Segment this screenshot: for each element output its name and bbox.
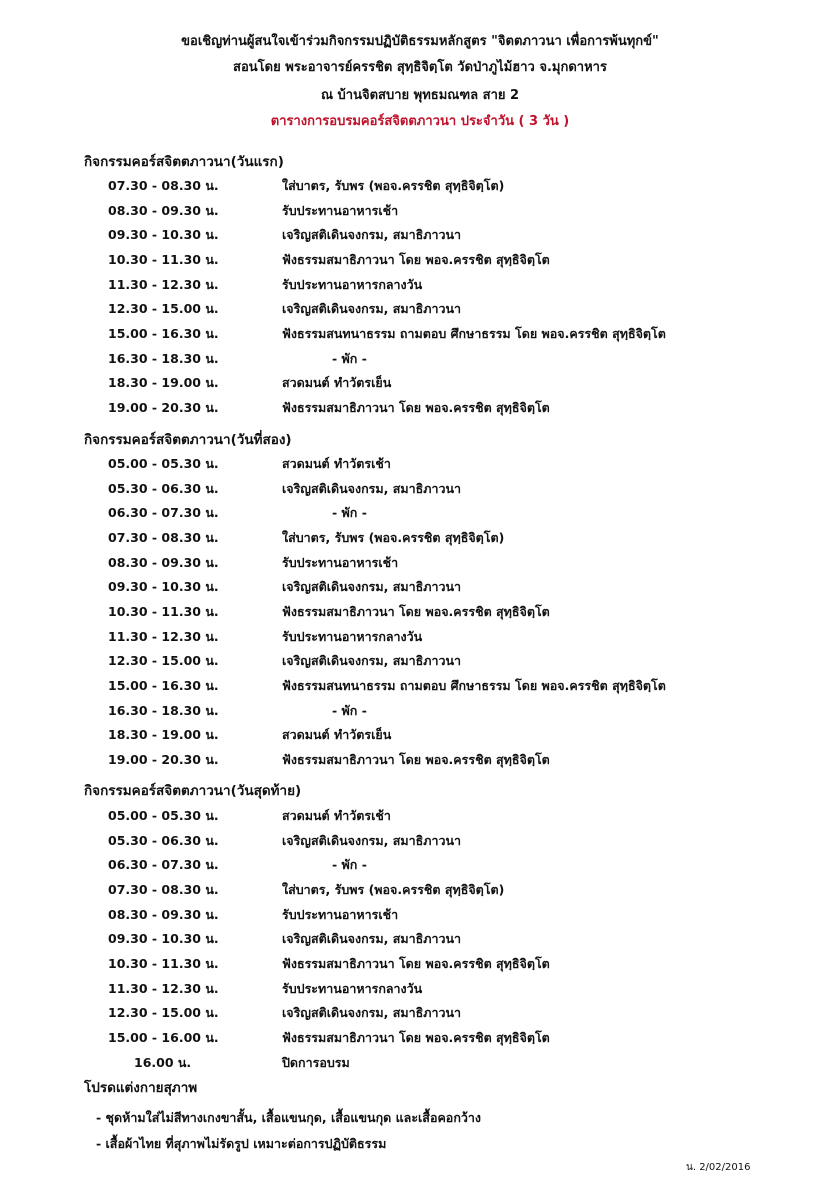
activity: สวดมนต์ ทำวัตรเย็น [282, 727, 392, 742]
schedule-row [0, 349, 828, 373]
activity: รับประทานอาหารกลางวัน [282, 629, 423, 644]
activity: ปิดการอบรม [282, 1055, 350, 1070]
time: 05.30 - 06.30 น. [108, 833, 219, 848]
schedule-row [0, 1003, 828, 1027]
schedule-row [0, 176, 828, 200]
activity: รับประทานอาหารกลางวัน [282, 981, 423, 996]
schedule-row [0, 324, 828, 348]
day-title: กิจกรรมคอร์สจิตตภาวนา(วันที่สอง) [84, 432, 292, 448]
time: 10.30 - 11.30 น. [108, 956, 219, 971]
time: 09.30 - 10.30 น. [108, 227, 219, 242]
schedule-row [0, 1053, 828, 1077]
time: 08.30 - 09.30 น. [108, 555, 219, 570]
time: 11.30 - 12.30 น. [108, 277, 219, 292]
activity: ฟังธรรมสมาธิภาวนา โดย พอจ.ครรชิต สุทฺธิจิตฺโต [282, 604, 550, 619]
activity: ฟังธรรมสมาธิภาวนา โดย พอจ.ครรชิต สุทฺธิจิตฺโต [282, 252, 550, 267]
activity: เจริญสติเดินจงกรม, สมาธิภาวนา [282, 481, 462, 496]
schedule-row [0, 225, 828, 249]
footer-note: น. 2/02/2016 [686, 1162, 751, 1173]
schedule-row [0, 201, 828, 225]
time: 12.30 - 15.00 น. [108, 1005, 219, 1020]
activity: ใส่บาตร, รับพร (พอจ.ครรชิต สุทฺธิจิตฺโต) [282, 178, 505, 193]
activity: ฟังธรรมสมาธิภาวนา โดย พอจ.ครรชิต สุทฺธิจิตฺโต [282, 956, 550, 971]
time: 15.00 - 16.30 น. [108, 678, 219, 693]
schedule-row [0, 627, 828, 651]
time: 12.30 - 15.00 น. [108, 301, 219, 316]
activity: สวดมนต์ ทำวัตรเช้า [282, 456, 391, 471]
time: 05.30 - 06.30 น. [108, 481, 219, 496]
time: 07.30 - 08.30 น. [108, 178, 219, 193]
time: 16.30 - 18.30 น. [108, 703, 219, 718]
activity: สวดมนต์ ทำวัตรเย็น [282, 375, 392, 390]
dress-code-item: - ชุดห้ามใส่ไม่สีทางเกงขาสั้น, เสื้อแขนกุด, เสื้อแขนกุด และเสื้อคอกว้าง [96, 1110, 482, 1125]
time: 16.00 น. [134, 1055, 192, 1070]
schedule-row [0, 602, 828, 626]
activity: รับประทานอาหารเช้า [282, 555, 399, 570]
day-title: กิจกรรมคอร์สจิตตภาวนา(วันสุดท้าย) [84, 783, 302, 799]
activity: ฟังธรรมสนทนาธรรม ถามตอบ ศึกษาธรรม โดย พอจ.ครรชิต สุทฺธิจิตฺโต [282, 678, 666, 693]
time: 06.30 - 07.30 น. [108, 505, 219, 520]
schedule-row [0, 1028, 828, 1052]
schedule-row [0, 905, 828, 929]
activity: รับประทานอาหารเช้า [282, 907, 399, 922]
time: 18.30 - 19.00 น. [108, 375, 219, 390]
schedule-row [0, 929, 828, 953]
time: 07.30 - 08.30 น. [108, 530, 219, 545]
time: 10.30 - 11.30 น. [108, 604, 219, 619]
schedule-row [0, 855, 828, 879]
schedule-row [0, 250, 828, 274]
schedule-row [0, 479, 828, 503]
activity: ฟังธรรมสมาธิภาวนา โดย พอจ.ครรชิต สุทฺธิจิตฺโต [282, 400, 550, 415]
time: 15.00 - 16.30 น. [108, 326, 219, 341]
schedule-row [0, 373, 828, 397]
break-label: - พัก - [332, 857, 367, 872]
time: 09.30 - 10.30 น. [108, 579, 219, 594]
venue-line: ณ บ้านจิตสบาย พุทธมณฑล สาย 2 [320, 88, 520, 103]
time: 16.30 - 18.30 น. [108, 351, 219, 366]
break-label: - พัก - [332, 351, 367, 366]
schedule-title: ตารางการอบรมคอร์สจิตตภาวนา ประจำวัน ( 3 วัน ) [270, 114, 570, 129]
dress-code-item: - เสื้อผ้าไทย ที่สุภาพไม่รัดรูป เหมาะต่อการปฏิบัติธรรม [96, 1136, 387, 1151]
activity: เจริญสติเดินจงกรม, สมาธิภาวนา [282, 653, 462, 668]
schedule-row [0, 806, 828, 830]
schedule-row [0, 553, 828, 577]
schedule-row [0, 454, 828, 478]
time: 08.30 - 09.30 น. [108, 203, 219, 218]
time: 09.30 - 10.30 น. [108, 931, 219, 946]
activity: รับประทานอาหารเช้า [282, 203, 399, 218]
dress-code-title: โปรดแต่งกายสุภาพ [84, 1080, 198, 1096]
activity: รับประทานอาหารกลางวัน [282, 277, 423, 292]
activity: ใส่บาตร, รับพร (พอจ.ครรชิต สุทฺธิจิตฺโต) [282, 530, 505, 545]
schedule-row [0, 299, 828, 323]
time: 05.00 - 05.30 น. [108, 808, 219, 823]
schedule-row [0, 676, 828, 700]
activity: เจริญสติเดินจงกรม, สมาธิภาวนา [282, 833, 462, 848]
schedule-row [0, 528, 828, 552]
time: 19.00 - 20.30 น. [108, 400, 219, 415]
schedule-row [0, 725, 828, 749]
teacher-line: สอนโดย พระอาจารย์ครรชิต สุทฺธิจิตฺโต วัดป่าภูไม้ฮาว จ.มุกดาหาร [233, 60, 607, 75]
schedule-row [0, 275, 828, 299]
schedule-row [0, 577, 828, 601]
invitation-line: ขอเชิญท่านผู้สนใจเข้าร่วมกิจกรรมปฏิบัติธรรมหลักสูตร "จิตตภาวนา เพื่อการพ้นทุกข์" [181, 34, 659, 49]
activity: เจริญสติเดินจงกรม, สมาธิภาวนา [282, 1005, 462, 1020]
schedule-row [0, 701, 828, 725]
time: 12.30 - 15.00 น. [108, 653, 219, 668]
schedule-row [0, 651, 828, 675]
schedule-row [0, 954, 828, 978]
break-label: - พัก - [332, 703, 367, 718]
activity: เจริญสติเดินจงกรม, สมาธิภาวนา [282, 227, 462, 242]
activity: ฟังธรรมสมาธิภาวนา โดย พอจ.ครรชิต สุทฺธิจิตฺโต [282, 752, 550, 767]
time: 10.30 - 11.30 น. [108, 252, 219, 267]
time: 11.30 - 12.30 น. [108, 629, 219, 644]
activity: สวดมนต์ ทำวัตรเช้า [282, 808, 391, 823]
time: 07.30 - 08.30 น. [108, 882, 219, 897]
time: 15.00 - 16.00 น. [108, 1030, 219, 1045]
activity: เจริญสติเดินจงกรม, สมาธิภาวนา [282, 579, 462, 594]
time: 05.00 - 05.30 น. [108, 456, 219, 471]
schedule-row [0, 750, 828, 774]
schedule-row [0, 398, 828, 422]
time: 06.30 - 07.30 น. [108, 857, 219, 872]
schedule-row [0, 880, 828, 904]
schedule-row [0, 503, 828, 527]
time: 18.30 - 19.00 น. [108, 727, 219, 742]
time: 08.30 - 09.30 น. [108, 907, 219, 922]
time: 19.00 - 20.30 น. [108, 752, 219, 767]
activity: ใส่บาตร, รับพร (พอจ.ครรชิต สุทฺธิจิตฺโต) [282, 882, 505, 897]
activity: ฟังธรรมสนทนาธรรม ถามตอบ ศึกษาธรรม โดย พอจ.ครรชิต สุทฺธิจิตฺโต [282, 326, 666, 341]
activity: ฟังธรรมสมาธิภาวนา โดย พอจ.ครรชิต สุทฺธิจิตฺโต [282, 1030, 550, 1045]
activity: เจริญสติเดินจงกรม, สมาธิภาวนา [282, 301, 462, 316]
schedule-row [0, 831, 828, 855]
time: 11.30 - 12.30 น. [108, 981, 219, 996]
schedule-row [0, 979, 828, 1003]
activity: เจริญสติเดินจงกรม, สมาธิภาวนา [282, 931, 462, 946]
day-title: กิจกรรมคอร์สจิตตภาวนา(วันแรก) [84, 154, 284, 170]
break-label: - พัก - [332, 505, 367, 520]
